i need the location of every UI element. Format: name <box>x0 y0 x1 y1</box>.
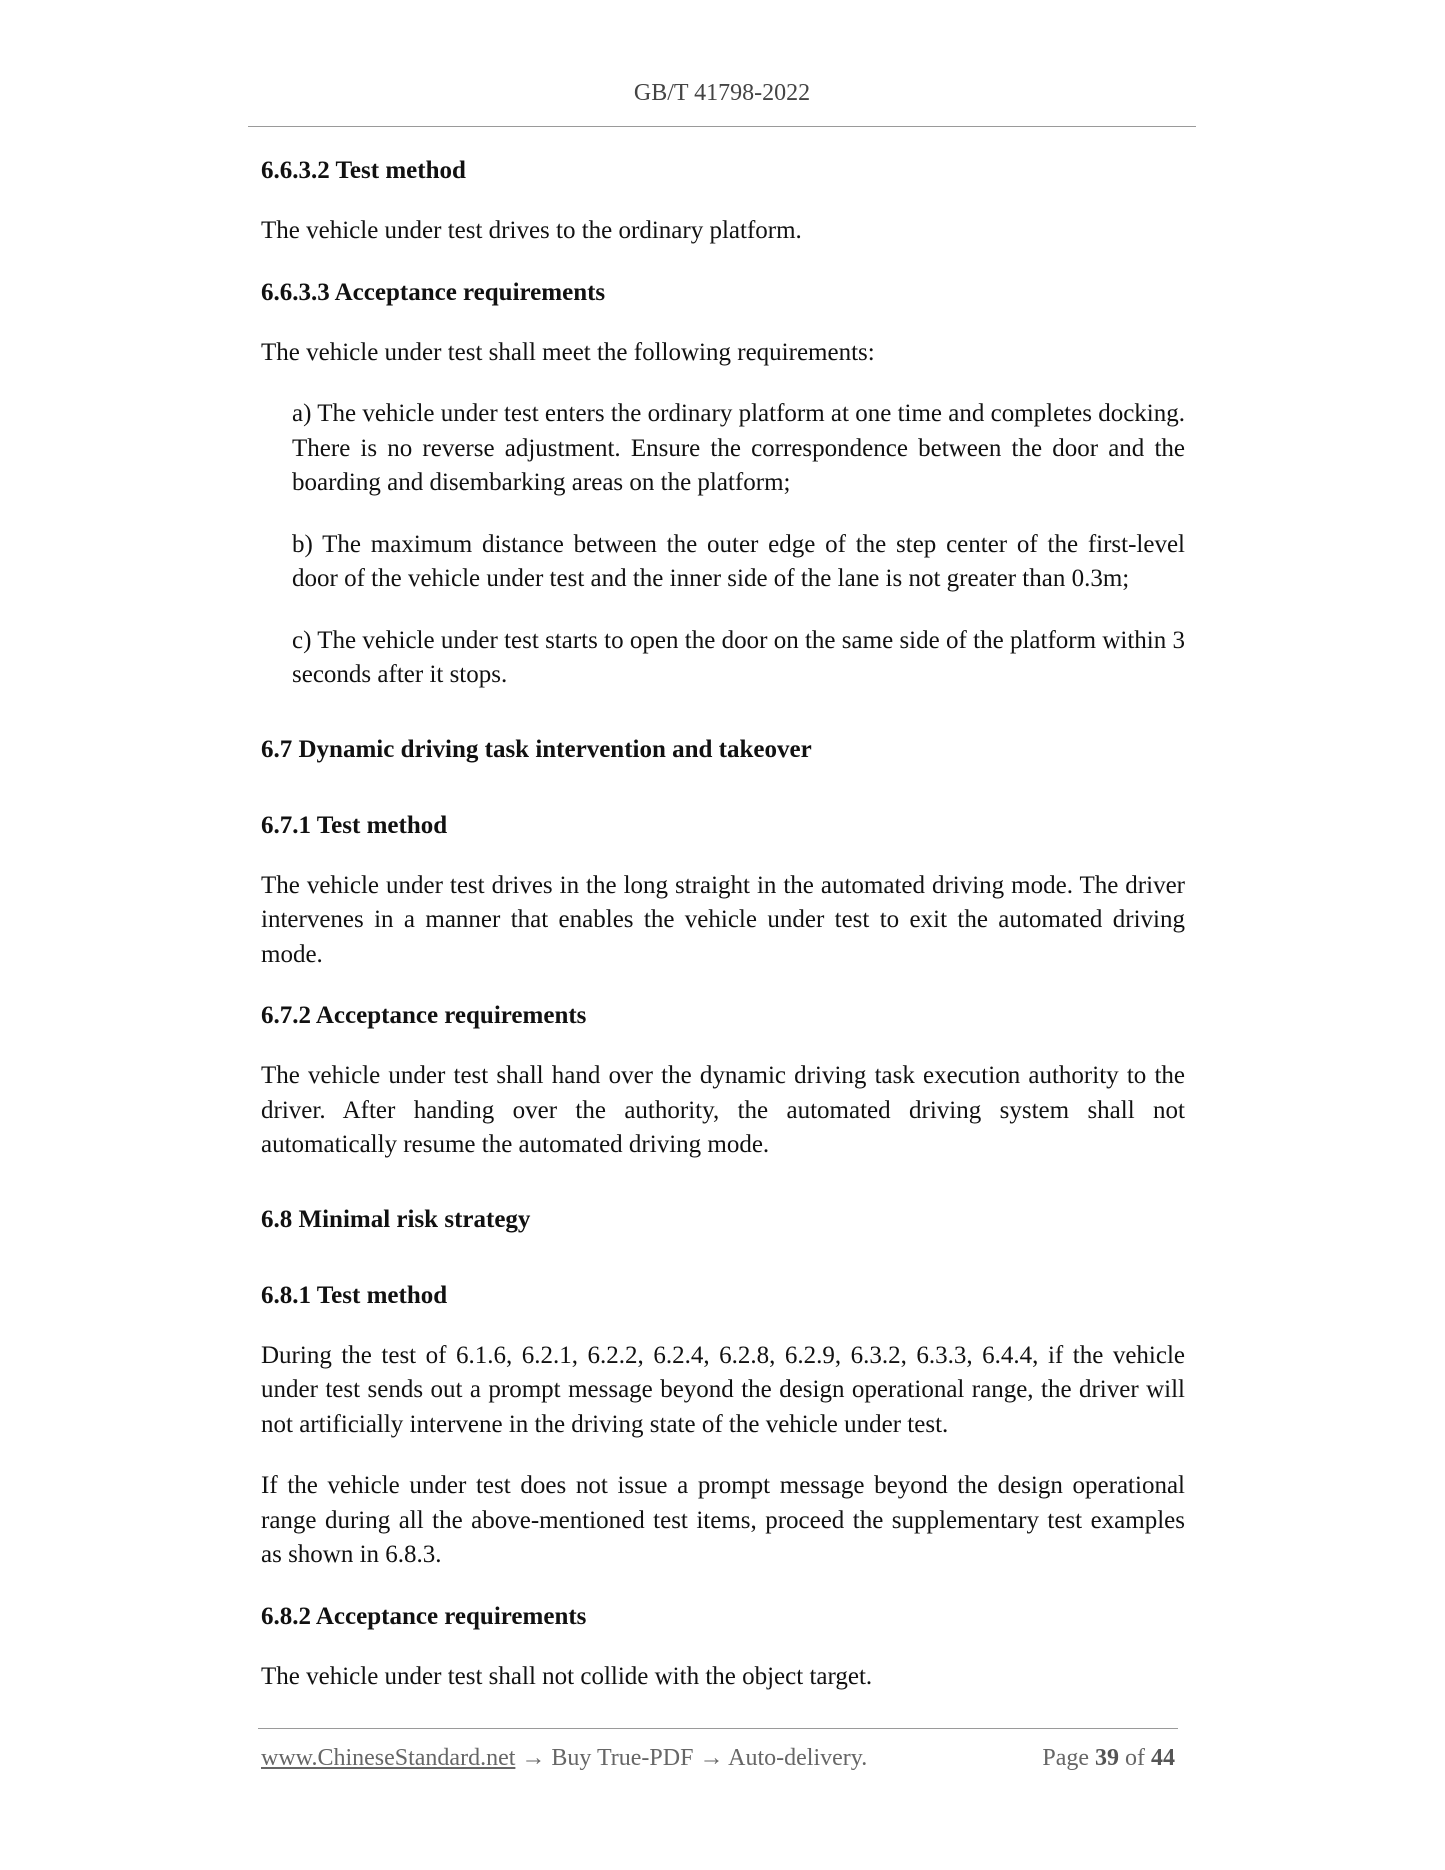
paragraph-6-8-1-a: During the test of 6.1.6, 6.2.1, 6.2.2, 6.2.4, 6.2.8, 6.2.9, 6.3.2, 6.3.3, 6.4.4, if the vehicle under test sends out a prompt message beyond the design operational range, the driver will not artificially intervene in the driving state of the vehicle under test. <box>261 1341 1185 1438</box>
document-header <box>248 80 1196 107</box>
paragraph-6-6-3-3-intro: The vehicle under test shall meet the following requirements: <box>261 338 875 366</box>
arrow-right-icon: → <box>521 1745 546 1771</box>
heading-6-7: 6.7 Dynamic driving task intervention and takeover <box>261 735 812 763</box>
buy-pdf-text: Buy True-PDF <box>551 1745 694 1771</box>
document-code: GB/T 41798-2022 <box>633 80 811 106</box>
paragraph-6-8-1-b: If the vehicle under test does not issue a prompt message beyond the design operational range during all the above-mentioned test items, proceed the supplementary test examples as shown in 6.8.3. <box>261 1472 1185 1568</box>
paragraph-6-6-3-2: The vehicle under test drives to the ordinary platform. <box>261 217 802 244</box>
heading-6-7-1: 6.7.1 Test method <box>261 811 448 839</box>
list-item-a: a) The vehicle under test enters the ordinary platform at one time and completes docking. There is no reverse adjustment. Ensure the correspondence between the door and the boarding and disembarking areas on the platform; <box>292 400 1185 496</box>
document-body <box>261 154 1185 1721</box>
footer-divider <box>258 1728 1178 1729</box>
page-label: Page <box>1042 1745 1089 1771</box>
website-link[interactable]: www.ChineseStandard.net <box>261 1745 516 1771</box>
list-item-b: b) The maximum distance between the outer edge of the step center of the first-level door of the vehicle under test and the inner side of the lane is not greater than 0.3m; <box>292 530 1185 592</box>
paragraph-6-7-1: The vehicle under test drives in the long straight in the automated driving mode. The driver intervenes in a manner that enables the vehicle under test to exit the automated driving mode. <box>261 871 1185 968</box>
page-indicator <box>1042 1745 1175 1772</box>
arrow-right-icon: → <box>699 1745 724 1771</box>
heading-6-8-2: 6.8.2 Acceptance requirements <box>261 1602 587 1630</box>
heading-6-8-1: 6.8.1 Test method <box>261 1281 448 1309</box>
heading-6-8: 6.8 Minimal risk strategy <box>261 1205 531 1233</box>
page-number: 39 <box>1095 1745 1119 1771</box>
heading-6-6-3-2: 6.6.3.2 Test method <box>261 157 466 184</box>
auto-delivery-text: Auto-delivery. <box>728 1745 868 1771</box>
paragraph-6-7-2: The vehicle under test shall hand over the dynamic driving task execution authority to the driver. After handing over the authority, the automated driving system shall not automatically resume the automated driving mode. <box>261 1062 1185 1158</box>
heading-6-6-3-3: 6.6.3.3 Acceptance requirements <box>261 278 606 306</box>
list-item-c: c) The vehicle under test starts to open the door on the same side of the platform within 3 seconds after it stops. <box>292 626 1185 688</box>
heading-6-7-2: 6.7.2 Acceptance requirements <box>261 1002 587 1029</box>
header-divider <box>248 126 1196 127</box>
paragraph-6-8-2: The vehicle under test shall not collide with the object target. <box>261 1662 873 1690</box>
footer-promo <box>261 1745 867 1772</box>
of-label: of <box>1125 1745 1145 1771</box>
page-total: 44 <box>1151 1745 1175 1771</box>
